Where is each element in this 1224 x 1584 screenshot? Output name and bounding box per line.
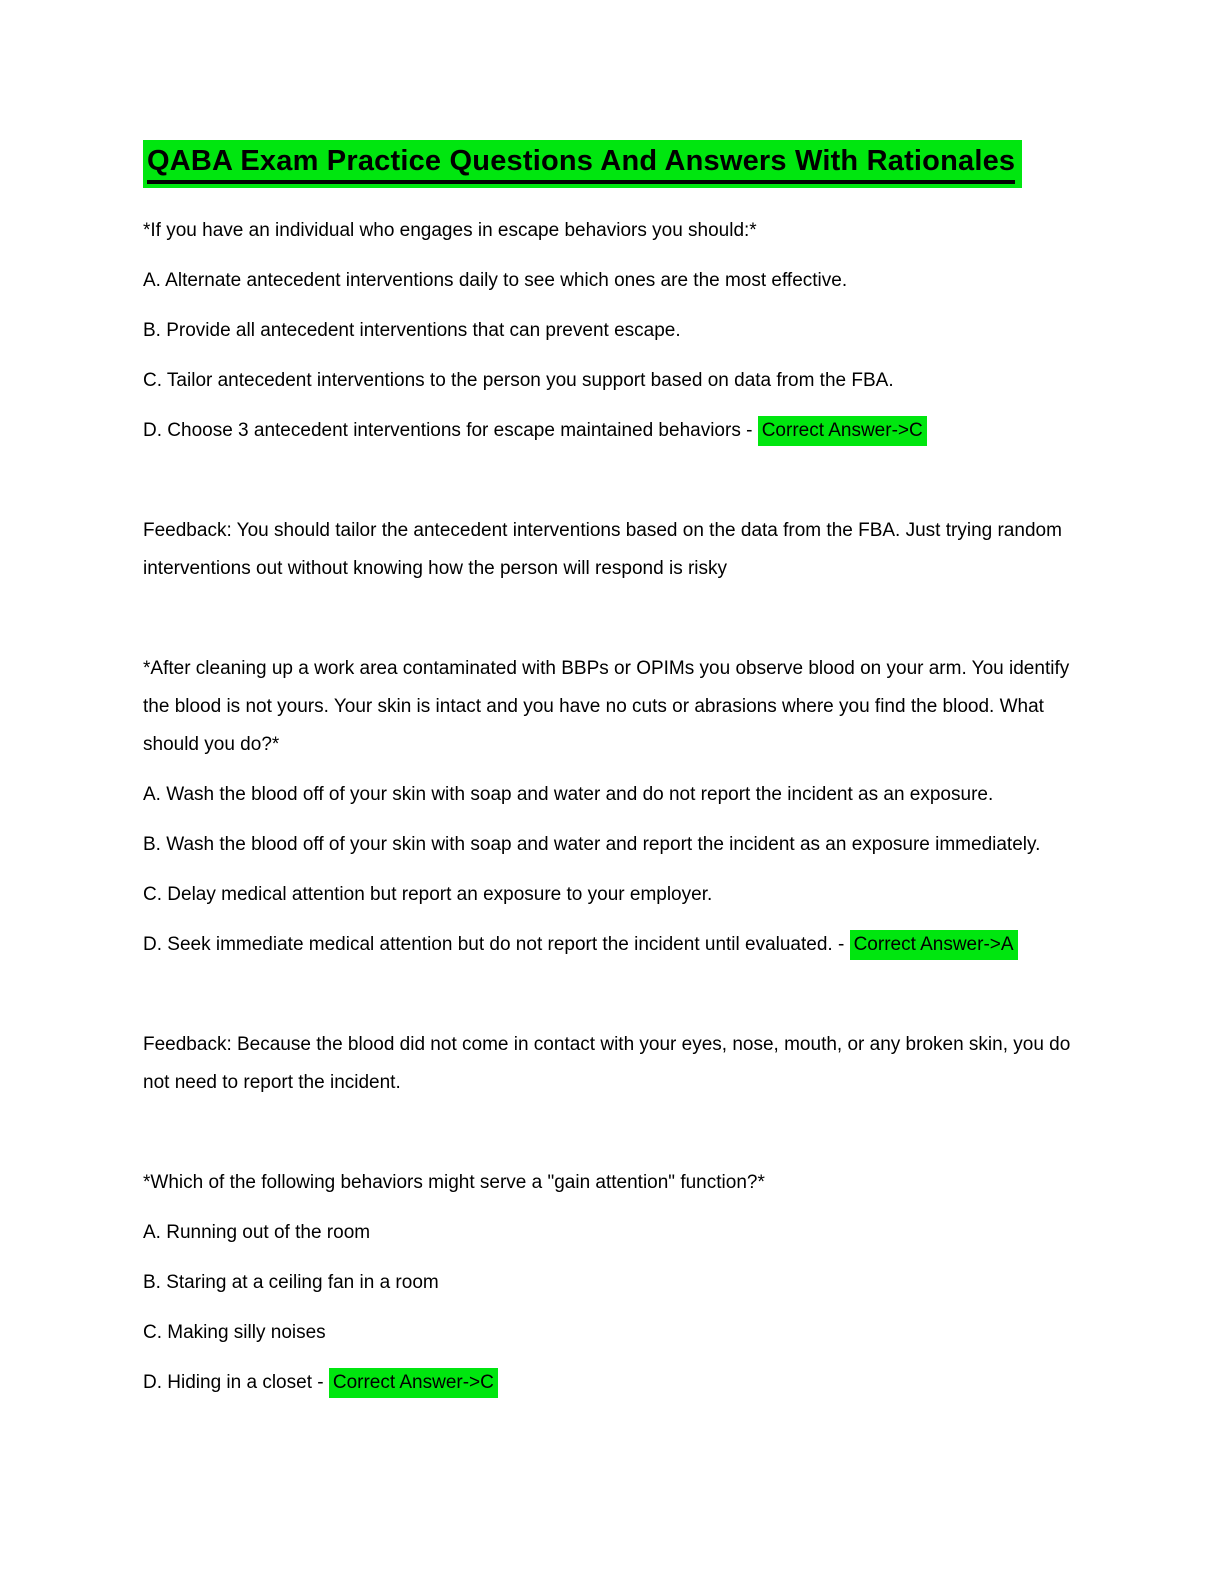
answer-option-c: C. Delay medical attention but report an exposure to your employer. — [143, 884, 713, 905]
blank-line — [143, 976, 1084, 1026]
title-text: QABA Exam Practice Questions And Answers With Rationales — [147, 143, 1015, 184]
page-title — [143, 140, 1084, 188]
question-prompt: *Which of the following behaviors might serve a "gain attention" function?* — [143, 1172, 765, 1193]
blank-line — [143, 600, 1084, 650]
answer-option-d — [143, 412, 1084, 450]
answer-option-c: C. Tailor antecedent interventions to the person you support based on data from the FBA. — [143, 370, 894, 391]
question-prompt: *If you have an individual who engages in escape behaviors you should:* — [143, 220, 757, 241]
answer-option-d-text: D. Hiding in a closet - — [143, 1372, 329, 1393]
answer-option-a: A. Wash the blood off of your skin with soap and water and do not report the incident as an exposure. — [143, 784, 994, 805]
answer-option-d — [143, 1364, 1084, 1402]
question-prompt: *After cleaning up a work area contaminated with BBPs or OPIMs you observe blood on your arm. You identify the blood is not yours. Your skin is intact and you have no cuts or abrasions where you find the blood. What should you do?* — [143, 658, 1070, 755]
answer-option-b: B. Provide all antecedent interventions that can prevent escape. — [143, 320, 681, 341]
correct-answer-highlight: Correct Answer->C — [329, 1368, 498, 1398]
blank-line — [143, 1114, 1084, 1164]
answer-option-b: B. Wash the blood off of your skin with soap and water and report the incident as an exposure immediately. — [143, 834, 1041, 855]
title-highlight — [143, 140, 1022, 188]
answer-option-a: A. Running out of the room — [143, 1222, 371, 1243]
answer-option-d-text: D. Choose 3 antecedent interventions for escape maintained behaviors - — [143, 420, 758, 441]
answer-option-c: C. Making silly noises — [143, 1322, 326, 1343]
correct-answer-highlight: Correct Answer->C — [758, 416, 927, 446]
blank-line — [143, 462, 1084, 512]
answer-option-d — [143, 926, 1084, 964]
answer-option-b: B. Staring at a ceiling fan in a room — [143, 1272, 439, 1293]
feedback-text: Feedback: You should tailor the antecedent interventions based on the data from the FBA. Just trying random interventions out without knowing how the person will respond is risky — [143, 520, 1062, 579]
feedback-text: Feedback: Because the blood did not come in contact with your eyes, nose, mouth, or any broken skin, you do not need to report the incident. — [143, 1034, 1071, 1093]
answer-option-d-text: D. Seek immediate medical attention but do not report the incident until evaluated. - — [143, 934, 850, 955]
correct-answer-highlight: Correct Answer->A — [850, 930, 1018, 960]
answer-option-a: A. Alternate antecedent interventions daily to see which ones are the most effective. — [143, 270, 848, 291]
